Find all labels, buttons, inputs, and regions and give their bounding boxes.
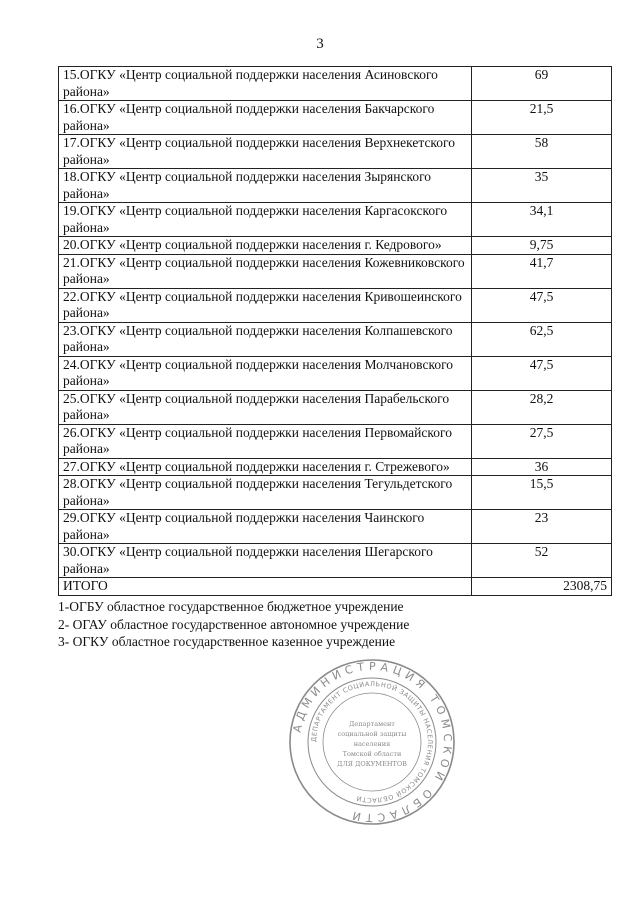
table-row [59,169,612,203]
table-row [59,67,612,101]
row-value: 47,5 [472,356,612,390]
table-row [59,544,612,578]
row-name: 25.ОГКУ «Центр социальной поддержки населения Парабельского района» [59,390,472,424]
row-value: 41,7 [472,254,612,288]
total-value: 2308,75 [472,578,612,596]
table-row [59,356,612,390]
row-name: 22.ОГКУ «Центр социальной поддержки населения Кривошеинского района» [59,288,472,322]
row-name: 29.ОГКУ «Центр социальной поддержки населения Чаинского района» [59,510,472,544]
row-value: 34,1 [472,203,612,237]
institutions-table [58,66,612,596]
stamp-center-line: ДЛЯ ДОКУМЕНТОВ [337,760,407,768]
row-name: 24.ОГКУ «Центр социальной поддержки населения Молчановского района» [59,356,472,390]
table-row [59,476,612,510]
footnote: 2- ОГАУ областное государственное автономное учреждение [58,616,410,632]
official-stamp [288,658,456,826]
row-name: 15.ОГКУ «Центр социальной поддержки населения Асиновского района» [59,67,472,101]
stamp-outer-text: АДМИНИСТРАЦИЯ ТОМСКОЙ ОБЛАСТИ [290,659,455,825]
table-row [59,237,612,255]
row-value: 21,5 [472,101,612,135]
footnote: 1-ОГБУ областное государственное бюджетное учреждение [58,599,404,614]
table-row [59,390,612,424]
row-value: 36 [472,458,612,476]
row-value: 47,5 [472,288,612,322]
stamp-inner-text: ДЕПАРТАМЕНТ СОЦИАЛЬНОЙ ЗАЩИТЫ НАСЕЛЕНИЯ ТОМСКОЙ ОБЛАСТИ [309,679,435,805]
row-name: 19.ОГКУ «Центр социальной поддержки населения Каргасокского района» [59,203,472,237]
row-name: 21.ОГКУ «Центр социальной поддержки населения Кожевниковского района» [59,254,472,288]
row-name: 18.ОГКУ «Центр социальной поддержки населения Зырянского района» [59,169,472,203]
stamp-center-line: населения [353,740,391,748]
row-name: 27.ОГКУ «Центр социальной поддержки населения г. Стрежевого» [59,458,472,476]
table-row [59,458,612,476]
stamp-center-line: Департамент [349,720,395,728]
row-value: 9,75 [472,237,612,255]
row-name: 28.ОГКУ «Центр социальной поддержки населения Тегульдетского района» [59,476,472,510]
row-name: 26.ОГКУ «Центр социальной поддержки населения Первомайского района» [59,424,472,458]
table-row [59,424,612,458]
table-row [59,203,612,237]
table-row [59,135,612,169]
table-row [59,101,612,135]
row-value: 23 [472,510,612,544]
row-name: 20.ОГКУ «Центр социальной поддержки населения г. Кедрового» [59,237,472,255]
stamp-graphic [288,658,456,826]
total-row [59,578,612,596]
row-value: 58 [472,135,612,169]
row-name: 30.ОГКУ «Центр социальной поддержки населения Шегарского района» [59,544,472,578]
table-row [59,510,612,544]
total-label: ИТОГО [59,578,472,596]
row-value: 28,2 [472,390,612,424]
stamp-center-line: Томской области [342,750,402,758]
row-value: 62,5 [472,322,612,356]
page-number: 3 [316,36,324,52]
table-row [59,322,612,356]
row-value: 69 [472,67,612,101]
row-value: 35 [472,169,612,203]
row-name: 23.ОГКУ «Центр социальной поддержки населения Колпашевского района» [59,322,472,356]
stamp-center-line: социальной защиты [337,730,407,738]
row-name: 16.ОГКУ «Центр социальной поддержки населения Бакчарского района» [59,101,472,135]
row-value: 15,5 [472,476,612,510]
table-row [59,254,612,288]
footnotes [58,598,409,651]
footnote: 3- ОГКУ областное государственное казенное учреждение [58,634,396,649]
table-row [59,288,612,322]
row-value: 52 [472,544,612,578]
row-value: 27,5 [472,424,612,458]
row-name: 17.ОГКУ «Центр социальной поддержки населения Верхнекетского района» [59,135,472,169]
